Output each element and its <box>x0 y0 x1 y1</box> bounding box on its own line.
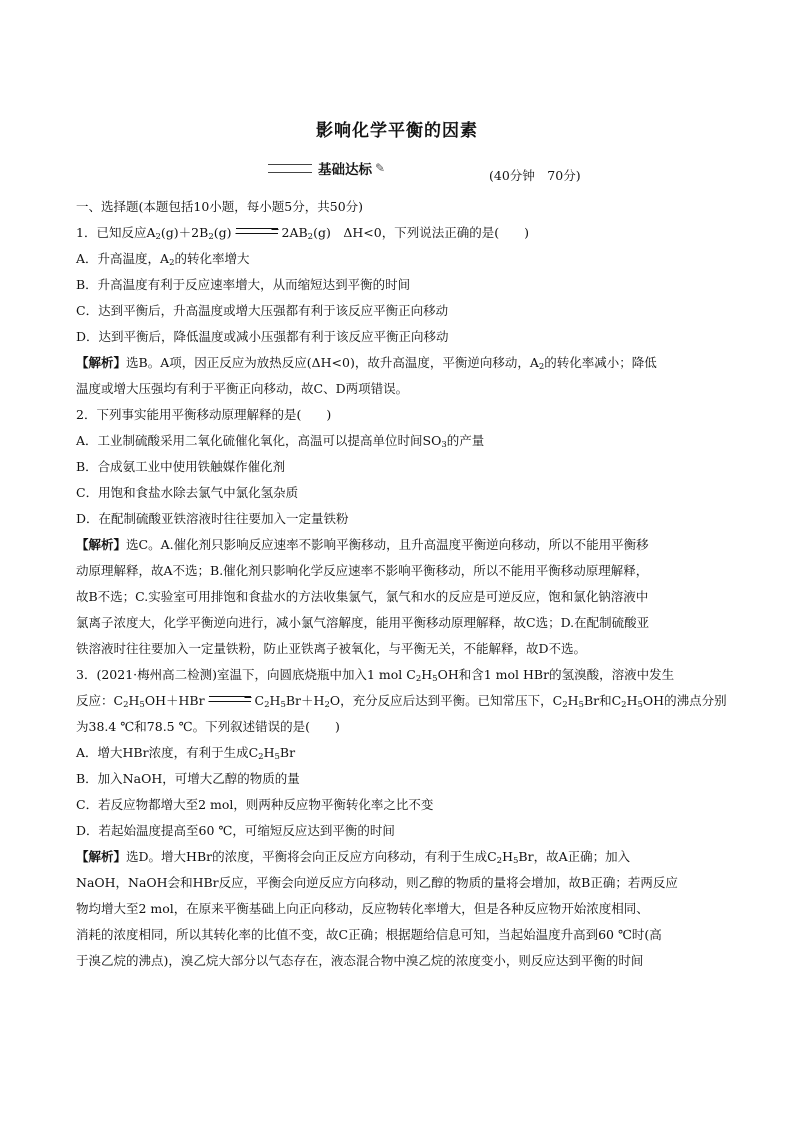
question-3-stem-line-1: 3．(2021·梅州高二检测)室温下，向圆底烧瓶中加入1 mol $C_2H_5OH$和含1 mol HBr的氢溴酸，溶液中发生 <box>76 667 675 684</box>
question-2-analysis: 【解析】选C。A.催化剂只影响反应速率不影响平衡移动，且升高温度平衡逆向移动，所以不能用平衡移 动原理解释，故A不选；B.催化剂只影响化学反应速率不影响平衡移动，所以不能用平衡移动原理解释， 故B不选；C.实验室可用排饱和食盐水的方法收集氯气，氯气和水的反应是可逆反应，饱和氯化钠溶液中 氯离子浓度大，化学平衡逆向进行，减小氯气溶解度，能用平衡移动原理解释，故C选；D.在配制硫酸亚 铁溶液时往往要加入一定量铁粉，防止亚铁离子被氧化，与平衡无关，不能解释，故D不选。 <box>76 537 650 656</box>
question-3-option-d: D．若起始温度提高至60 ℃，可缩短反应达到平衡的时间 <box>76 823 395 838</box>
pencil-icon: ✎ <box>375 161 386 175</box>
question-1-analysis: 【解析】选B。A项，因正反应为放热反应(ΔH<0)，故升高温度，平衡逆向移动，$A_2$的转化率减小；降低 温度或增大压强均有利于平衡正向移动，故C、D两项错误。 <box>76 355 657 396</box>
page-title: 影响化学平衡的因素 <box>316 121 478 141</box>
section-label: 基础达标 <box>318 162 372 178</box>
question-2-stem: 2．下列事实能用平衡移动原理解释的是( ) <box>76 407 332 422</box>
question-1-stem: 1．已知反应$A_2(g)+2B_2(g)$ $2AB_2(g)$ ΔH<0，下列说法正确的是( ) <box>76 225 529 242</box>
question-3-stem-line-2: 反应：$C_2H_5OH+HBr$ $C_2H_5Br+H_2O$，充分反应后达到平衡。已知常压下，$C_2H_5Br$和$C_2H_5OH$的沸点分别 <box>76 693 727 710</box>
question-2-option-a: A．工业制硫酸采用二氧化硫催化氧化，高温可以提高单位时间$SO_3$的产量 <box>76 433 485 450</box>
question-1-option-b: B．升高温度有利于反应速率增大，从而缩短达到平衡的时间 <box>76 277 411 292</box>
analysis-tag: 【解析】 <box>76 355 127 370</box>
double-rule-decoration <box>268 164 312 173</box>
question-1-option-a: A．升高温度，$A_2$的转化率增大 <box>76 251 250 268</box>
question-2-option-d: D．在配制硫酸亚铁溶液时往往要加入一定量铁粉 <box>76 511 349 526</box>
question-2-option-c: C．用饱和食盐水除去氯气中氯化氢杂质 <box>76 485 299 500</box>
part-heading: 一、选择题(本题包括10小题，每小题5分，共50分) <box>76 199 364 214</box>
section-header <box>268 158 385 178</box>
question-3-option-b: B．加入NaOH，可增大乙醇的物质的量 <box>76 771 300 786</box>
analysis-tag: 【解析】 <box>76 537 127 552</box>
question-2-option-b: B．合成氨工业中使用铁触媒作催化剂 <box>76 459 286 474</box>
analysis-tag: 【解析】 <box>76 849 127 864</box>
question-3-analysis: 【解析】选D。增大HBr的浓度，平衡将会向正反应方向移动，有利于生成$C_2H_5Br$，故A正确；加入 NaOH，NaOH会和HBr反应，平衡会向逆反应方向移动，则乙醇的物质的量将会增加，故B正确；若两反应 物均增大至2 mol，在原来平衡基础上向正向移动，反应物转化率增大，但是各种反应物开始浓度相同、 消耗的浓度相同，所以其转化率的比值不变，故C正确；根据题给信息可知，当起始温度升高到60 ℃时(高 于溴乙烷的沸点)，溴乙烷大部分以气态存在，液态混合物中溴乙烷的浓度变小，则反应达到平衡的时间 <box>76 849 678 968</box>
equilibrium-arrow-icon <box>236 227 278 237</box>
question-3-option-a: A．增大HBr浓度，有利于生成$C_2H_5Br$ <box>76 745 296 762</box>
equilibrium-arrow-icon <box>209 695 251 705</box>
question-3-stem-line-3: 为38.4 ℃和78.5 ℃。下列叙述错误的是( ) <box>76 719 340 734</box>
question-1-option-c: C．达到平衡后，升高温度或增大压强都有利于该反应平衡正向移动 <box>76 303 449 318</box>
question-content <box>76 194 727 974</box>
time-score-note: (40分钟 70分) <box>489 168 581 183</box>
question-1-option-d: D．达到平衡后，降低温度或减小压强都有利于该反应平衡正向移动 <box>76 329 449 344</box>
question-3-option-c: C．若反应物都增大至2 mol，则两种反应物平衡转化率之比不变 <box>76 797 434 812</box>
